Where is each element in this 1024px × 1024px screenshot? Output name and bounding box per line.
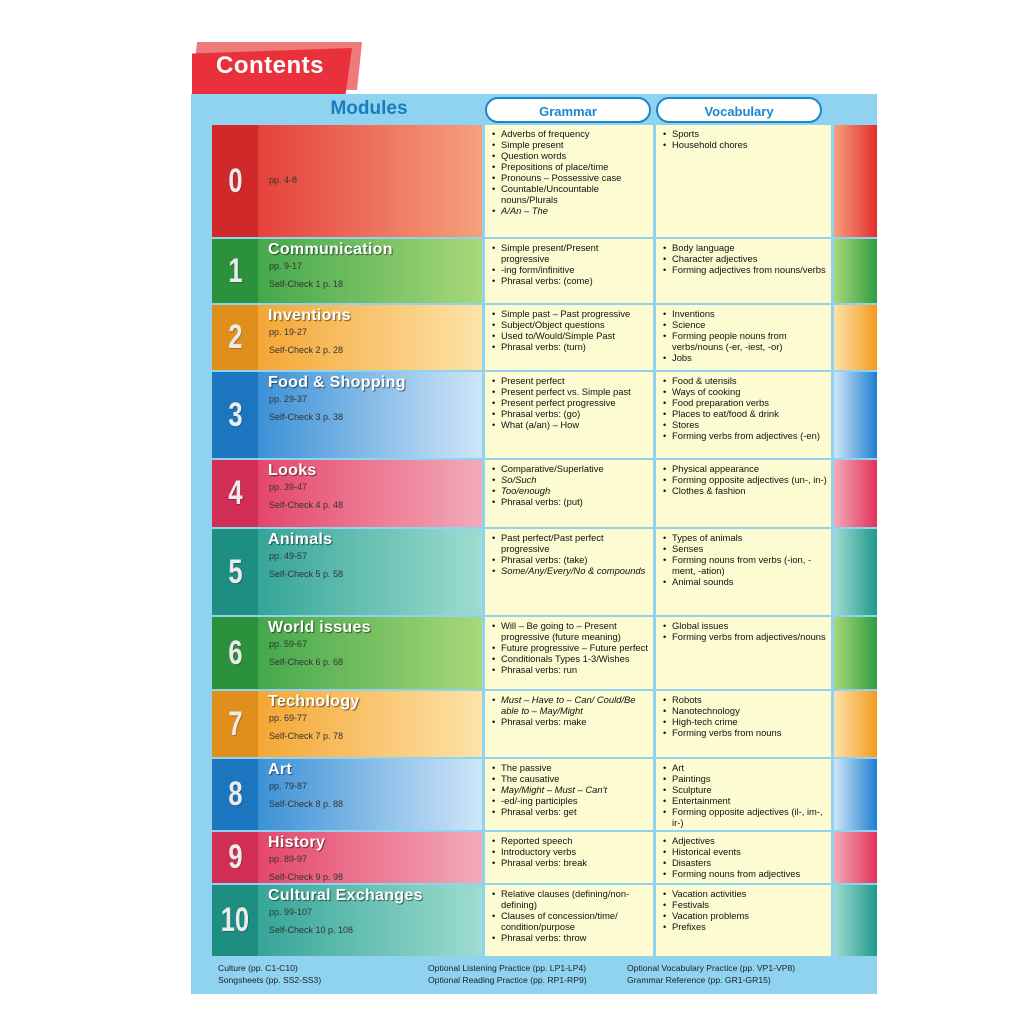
grammar-cell [485,529,653,615]
module-pages: pp. 89-97 [269,854,308,864]
module-row [212,885,834,956]
module-selfcheck: Self-Check 6 p. 68 [269,657,344,667]
footer-culture[interactable]: Culture (pp. C1-C10) [218,963,298,973]
grammar-item: • A/An – The [491,205,649,216]
grammar-item: • Simple past – Past progressive [491,308,649,319]
vocabulary-cell [656,691,831,757]
vocabulary-item: • Historical events [662,846,827,857]
vocabulary-item: • Food preparation verbs [662,397,827,408]
module-number: 2 [212,305,258,370]
grammar-cell [485,691,653,757]
grammar-item: • Simple present [491,139,649,150]
page-title: Contents [216,52,324,79]
footer-grammar-reference[interactable]: Grammar Reference (pp. GR1-GR15) [627,975,771,985]
vocabulary-item: • Entertainment [662,795,827,806]
grammar-item: • Reported speech [491,835,649,846]
module-row [212,691,834,757]
module-selfcheck: Self-Check 9 p. 98 [269,872,344,882]
vocabulary-item: • Vacation activities [662,888,827,899]
module-pages: pp. 79-87 [269,781,308,791]
vocabulary-item: • Household chores [662,139,827,150]
grammar-item: • Past perfect/Past perfect progressive [491,532,649,554]
grammar-item: • Comparative/Superlative [491,463,649,474]
grammar-item: • Must – Have to – Can/ Could/Be able to – May/Might [491,694,649,716]
grammar-header: Grammar [485,97,651,123]
vocabulary-item: • Forming verbs from nouns [662,727,827,738]
module-color-strip [834,885,877,956]
module-row [212,239,834,303]
module-color-strip [834,529,877,615]
vocabulary-cell [656,372,831,458]
grammar-item: • Some/Any/Every/No & compounds [491,565,649,576]
grammar-item: • Present perfect progressive [491,397,649,408]
grammar-item: • Phrasal verbs: (turn) [491,341,649,352]
grammar-item: • Prepositions of place/time [491,161,649,172]
module-title: History [268,834,326,851]
vocabulary-item: • Forming verbs from adjectives (-en) [662,430,827,441]
module-number: 9 [212,832,258,883]
module-number: 4 [212,460,258,527]
grammar-cell [485,617,653,689]
module-card[interactable] [212,460,482,527]
module-card[interactable] [212,885,482,956]
module-row [212,305,834,370]
module-pages: pp. 59-67 [269,639,308,649]
module-title: Looks [268,462,317,479]
vocabulary-cell [656,239,831,303]
vocabulary-item: • Science [662,319,827,330]
module-row [212,460,834,527]
module-color-strip [834,239,877,303]
vocabulary-item: • Forming nouns from verbs (-ion, -ment, -ation) [662,554,827,576]
grammar-item: • Phrasal verbs: break [491,857,649,868]
module-color-strip [834,832,877,883]
vocabulary-cell [656,460,831,527]
grammar-item: • Adverbs of frequency [491,128,649,139]
footer [212,958,834,990]
module-pages: pp. 49-57 [269,551,308,561]
vocabulary-cell [656,885,831,956]
module-card[interactable] [212,239,482,303]
grammar-item: • Simple present/Present progressive [491,242,649,264]
contents-tab [192,42,357,94]
vocabulary-item: • Robots [662,694,827,705]
grammar-item: • Subject/Object questions [491,319,649,330]
vocabulary-item: • Body language [662,242,827,253]
module-card[interactable] [212,691,482,757]
grammar-item: • Phrasal verbs: run [491,664,649,675]
vocabulary-item: • Paintings [662,773,827,784]
vocabulary-item: • Sculpture [662,784,827,795]
vocabulary-item: • Jobs [662,352,827,363]
module-row [212,832,834,883]
grammar-cell [485,305,653,370]
grammar-item: • The causative [491,773,649,784]
grammar-item: • So/Such [491,474,649,485]
grammar-item: • Phrasal verbs: (take) [491,554,649,565]
module-number: 1 [212,239,258,303]
grammar-item: • Used to/Would/Simple Past [491,330,649,341]
grammar-item: • -ed/-ing participles [491,795,649,806]
grammar-cell [485,885,653,956]
vocabulary-header: Vocabulary [656,97,822,123]
module-row [212,617,834,689]
grammar-item: • Pronouns – Possessive case [491,172,649,183]
module-color-strip [834,305,877,370]
grammar-cell [485,239,653,303]
footer-vocab-practice[interactable]: Optional Vocabulary Practice (pp. VP1-VP8) [627,963,796,973]
vocabulary-item: • Forming nouns from adjectives [662,868,827,879]
module-pages: pp. 29-37 [269,394,308,404]
vocabulary-item: • Senses [662,543,827,554]
module-color-strip [834,759,877,830]
vocabulary-item: • Global issues [662,620,827,631]
grammar-item: • -ing form/infinitive [491,264,649,275]
module-selfcheck: Self-Check 8 p. 88 [269,799,344,809]
module-selfcheck: Self-Check 3 p. 38 [269,412,344,422]
grammar-item: • Clauses of concession/time/ condition/purpose [491,910,649,932]
vocabulary-item: • Physical appearance [662,463,827,474]
module-color-strip [834,372,877,458]
grammar-item: • What (a/an) – How [491,419,649,430]
module-title: Food & Shopping [268,374,406,391]
grammar-cell [485,460,653,527]
vocabulary-item: • Character adjectives [662,253,827,264]
module-card[interactable] [212,529,482,615]
module-title: Animals [268,531,333,548]
vocabulary-item: • Clothes & fashion [662,485,827,496]
vocabulary-cell [656,832,831,883]
footer-reading[interactable]: Optional Reading Practice (pp. RP1-RP9) [428,975,587,985]
module-selfcheck: Self-Check 4 p. 48 [269,500,344,510]
grammar-item: • Introductory verbs [491,846,649,857]
module-card[interactable] [212,372,482,458]
module-row [212,372,834,458]
module-pages: pp. 39-47 [269,482,308,492]
grammar-item: • Future progressive – Future perfect [491,642,649,653]
module-title: Art [268,761,293,778]
vocabulary-item: • Adjectives [662,835,827,846]
grammar-item: • May/Might – Must – Can't [491,784,649,795]
vocabulary-item: • Forming people nouns from verbs/nouns (-er, -iest, -or) [662,330,827,352]
vocabulary-item: • Forming adjectives from nouns/verbs [662,264,827,275]
vocabulary-cell [656,759,831,830]
vocabulary-item: • Stores [662,419,827,430]
module-title: Communication [268,241,393,258]
module-number: 0 [212,125,258,237]
footer-songsheets[interactable]: Songsheets (pp. SS2-SS3) [218,975,322,985]
vocabulary-item: • Forming verbs from adjectives/nouns [662,631,827,642]
module-card[interactable] [212,759,482,830]
module-title: Inventions [268,307,352,324]
vocabulary-item: • Sports [662,128,827,139]
module-selfcheck: Self-Check 10 p. 108 [269,925,354,935]
vocabulary-cell [656,125,831,237]
vocabulary-item: • Ways of cooking [662,386,827,397]
module-selfcheck: Self-Check 2 p. 28 [269,345,344,355]
vocabulary-cell [656,529,831,615]
vocabulary-cell [656,617,831,689]
grammar-cell [485,759,653,830]
module-number: 6 [212,617,258,689]
grammar-item: • Phrasal verbs: get [491,806,649,817]
module-pages: pp. 4-8 [269,175,298,185]
grammar-item: • Too/enough [491,485,649,496]
vocabulary-item: • Inventions [662,308,827,319]
grammar-item: • Relative clauses (defining/non-defining) [491,888,649,910]
module-color-strip [834,617,877,689]
vocabulary-cell [656,305,831,370]
module-pages: pp. 9-17 [269,261,303,271]
vocabulary-item: • Festivals [662,899,827,910]
vocabulary-item: • High-tech crime [662,716,827,727]
vocabulary-item: • Nanotechnology [662,705,827,716]
module-pages: pp. 19-27 [269,327,308,337]
module-title: Cultural Exchanges [268,887,423,904]
grammar-item: • Will – Be going to – Present progressive (future meaning) [491,620,649,642]
module-selfcheck: Self-Check 7 p. 78 [269,731,344,741]
module-card[interactable] [212,832,482,883]
vocabulary-item: • Art [662,762,827,773]
grammar-item: • Countable/Uncountable nouns/Plurals [491,183,649,205]
module-pages: pp. 99-107 [269,907,313,917]
grammar-item: • Conditionals Types 1-3/Wishes [491,653,649,664]
grammar-cell [485,125,653,237]
module-color-strip [834,125,877,237]
grammar-cell [485,832,653,883]
module-card[interactable] [212,305,482,370]
grammar-item: • Present perfect vs. Simple past [491,386,649,397]
grammar-cell [485,372,653,458]
module-title: Technology [268,693,360,710]
module-number: 5 [212,529,258,615]
module-card[interactable] [212,125,482,237]
module-row [212,529,834,615]
footer-listening[interactable]: Optional Listening Practice (pp. LP1-LP4) [428,963,587,973]
grammar-item: • Phrasal verbs: (come) [491,275,649,286]
vocabulary-item: • Disasters [662,857,827,868]
grammar-item: • Phrasal verbs: make [491,716,649,727]
module-number: 3 [212,372,258,458]
module-card[interactable] [212,617,482,689]
vocabulary-item: • Forming opposite adjectives (il-, im-, ir-) [662,806,827,828]
module-number: 10 [212,885,258,956]
grammar-item: • Phrasal verbs: (go) [491,408,649,419]
vocabulary-item: • Animal sounds [662,576,827,587]
module-selfcheck: Self-Check 5 p. 58 [269,569,344,579]
vocabulary-item: • Vacation problems [662,910,827,921]
vocabulary-item: • Food & utensils [662,375,827,386]
grammar-item: • Question words [491,150,649,161]
vocabulary-item: • Places to eat/food & drink [662,408,827,419]
vocabulary-item: • Forming opposite adjectives (un-, in-) [662,474,827,485]
module-row [212,125,834,237]
module-selfcheck: Self-Check 1 p. 18 [269,279,344,289]
module-color-strip [834,691,877,757]
grammar-item: • The passive [491,762,649,773]
module-color-strip [834,460,877,527]
module-number: 8 [212,759,258,830]
grammar-item: • Present perfect [491,375,649,386]
modules-header: Modules [330,98,408,119]
module-number: 7 [212,691,258,757]
grammar-item: • Phrasal verbs: (put) [491,496,649,507]
module-row [212,759,834,830]
grammar-item: • Phrasal verbs: throw [491,932,649,943]
module-pages: pp. 69-77 [269,713,308,723]
module-title: World issues [268,619,371,636]
vocabulary-item: • Prefixes [662,921,827,932]
vocabulary-item: • Types of animals [662,532,827,543]
